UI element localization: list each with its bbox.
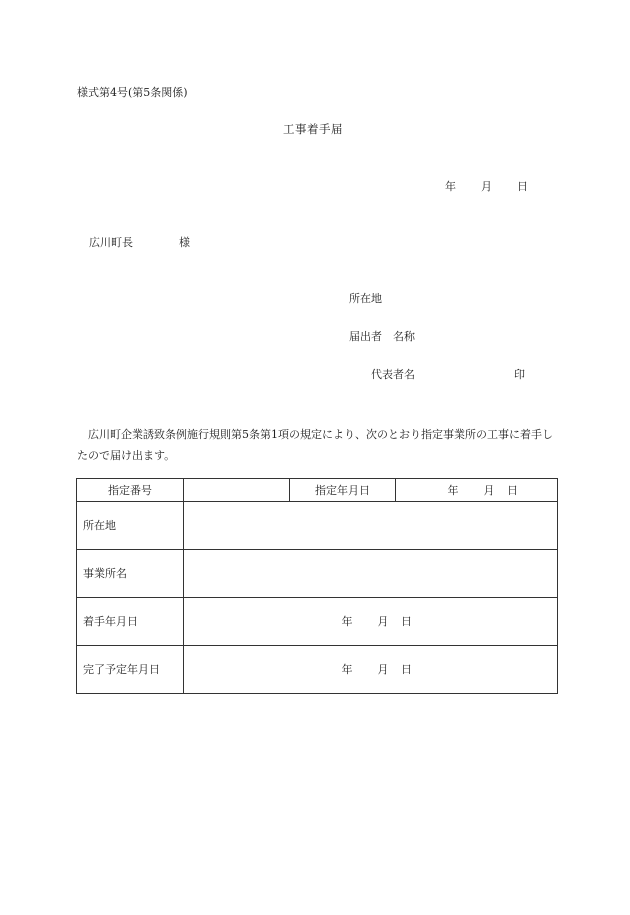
- designation-date-day: 日: [507, 483, 518, 497]
- applicant-label: 届出者: [349, 330, 382, 343]
- applicant-line: [349, 331, 415, 342]
- completion-date-month: 月: [377, 663, 389, 676]
- designation-number-field[interactable]: [184, 479, 290, 502]
- info-table: [76, 478, 558, 694]
- designation-date-field[interactable]: [396, 479, 558, 502]
- header-date: [445, 181, 528, 192]
- addressee-name: 広川町長: [89, 236, 133, 249]
- body-text: 広川町企業誘致条例施行規則第5条第1項の規定により、次のとおり指定事業所の工事に着手したので届け出ます。: [77, 428, 553, 462]
- completion-date-label: 完了予定年月日: [77, 646, 184, 694]
- start-date-year: 年: [341, 615, 353, 628]
- start-date-day: 日: [401, 615, 412, 628]
- applicant-name-label: 名称: [393, 330, 415, 343]
- location-field[interactable]: [184, 502, 558, 550]
- form-number: 様式第4号(第5条関係): [77, 86, 188, 99]
- addressee: [89, 237, 190, 248]
- start-date-label: 着手年月日: [77, 598, 184, 646]
- completion-date-year: 年: [341, 663, 353, 676]
- completion-date-day: 日: [401, 663, 412, 676]
- document-title: 工事着手届: [283, 122, 343, 136]
- office-name-label: 事業所名: [77, 550, 184, 598]
- designation-date-year: 年: [447, 483, 459, 497]
- designation-date-month: 月: [483, 483, 495, 497]
- start-date-field[interactable]: [184, 598, 558, 646]
- header-date-month: 月: [481, 180, 492, 193]
- header-date-year: 年: [445, 180, 456, 193]
- seal-mark: 印: [514, 368, 525, 381]
- designation-date-label: 指定年月日: [290, 479, 396, 502]
- table-row: [77, 502, 558, 550]
- table-row: [77, 598, 558, 646]
- designation-number-label: 指定番号: [77, 479, 184, 502]
- office-name-field[interactable]: [184, 550, 558, 598]
- completion-date-field[interactable]: [184, 646, 558, 694]
- table-row: [77, 479, 558, 502]
- location-label: 所在地: [77, 502, 184, 550]
- table-row: [77, 646, 558, 694]
- start-date-month: 月: [377, 615, 389, 628]
- table-row: [77, 550, 558, 598]
- header-date-day: 日: [517, 180, 528, 193]
- addressee-honorific: 様: [179, 236, 190, 249]
- representative-label: 代表者名: [371, 368, 415, 381]
- applicant-address-label: 所在地: [349, 292, 382, 305]
